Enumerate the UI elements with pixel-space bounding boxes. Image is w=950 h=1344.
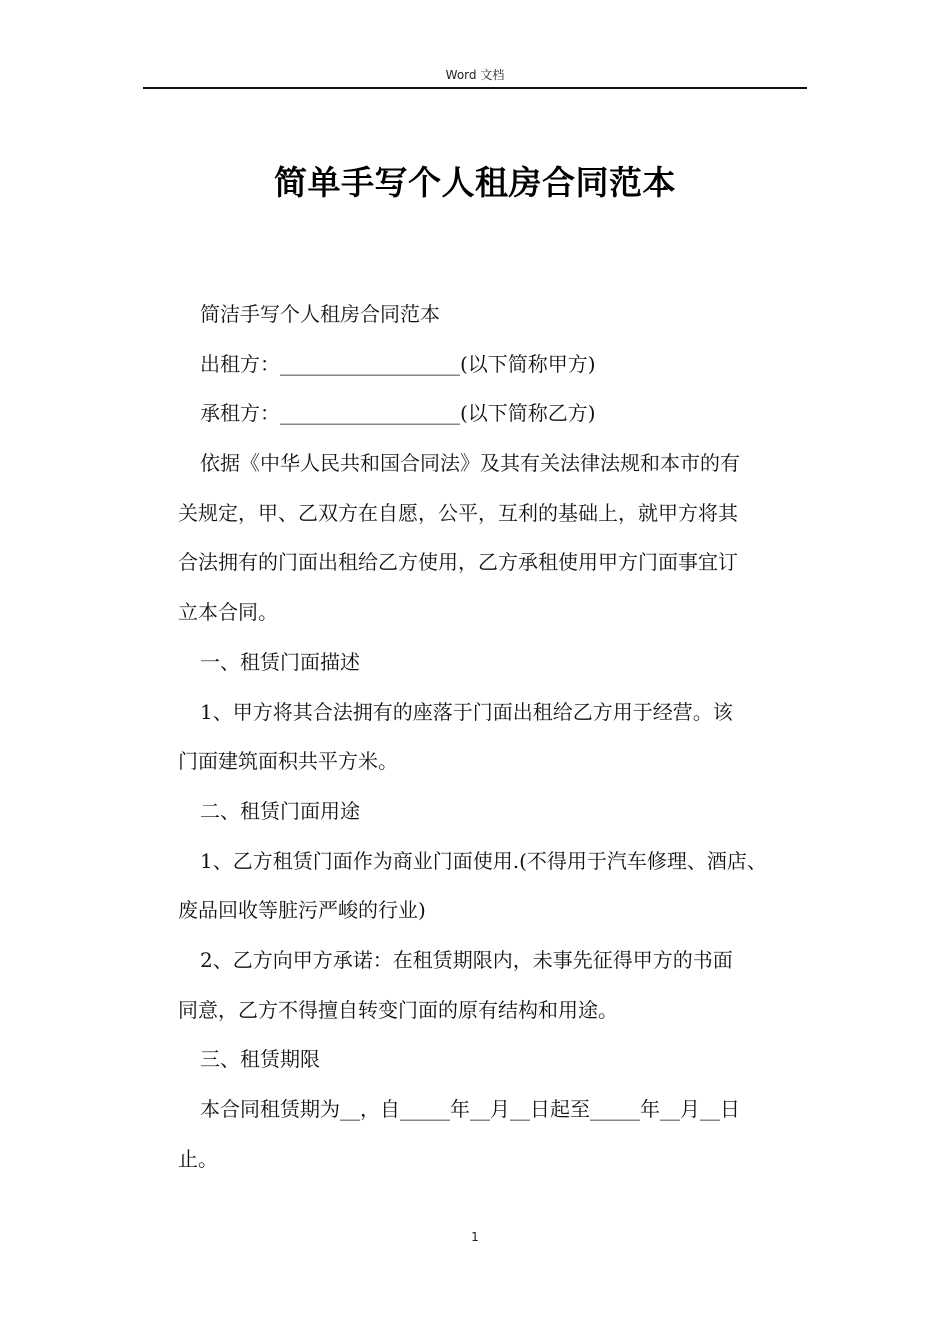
- page-number: 1: [471, 1230, 479, 1244]
- paragraph-line: 关规定，甲、乙双方在自愿，公平，互利的基础上，就甲方将其: [178, 500, 738, 525]
- document-body: [178, 290, 818, 1184]
- header-rule: [143, 87, 807, 89]
- paragraph-line: 同意，乙方不得擅自转变门面的原有结构和用途。: [178, 997, 618, 1022]
- document-title: 简单手写个人租房合同范本: [274, 163, 676, 202]
- section-heading: 三、租赁期限: [200, 1047, 320, 1072]
- paragraph-line: 废品回收等脏污严峻的行业): [178, 898, 426, 923]
- paragraph-line: 1、乙方租赁门面作为商业门面使用.(不得用于汽车修理、酒店、: [200, 848, 767, 873]
- paragraph-line: 本合同租赁期为__，自_____年__月__日起至_____年__月__日: [200, 1097, 740, 1121]
- paragraph-line: 出租方：__________________(以下简称甲方): [200, 351, 596, 376]
- paragraph-line: 立本合同。: [178, 600, 278, 625]
- paragraph-line: 1、甲方将其合法拥有的座落于门面出租给乙方用于经营。该: [200, 699, 733, 724]
- paragraph-line: 合法拥有的门面出租给乙方使用，乙方承租使用甲方门面事宜订: [178, 550, 738, 575]
- paragraph-line: 2、乙方向甲方承诺：在租赁期限内，未事先征得甲方的书面: [200, 947, 733, 972]
- paragraph-line: 承租方：__________________(以下简称乙方): [200, 401, 596, 426]
- paragraph-line: 止。: [178, 1146, 218, 1171]
- section-heading: 二、租赁门面用途: [200, 798, 360, 823]
- paragraph-line: 简洁手写个人租房合同范本: [200, 302, 440, 326]
- paragraph-line: 门面建筑面积共平方米。: [178, 749, 398, 774]
- paragraph-line: 依据《中华人民共和国合同法》及其有关法律法规和本市的有: [200, 451, 740, 476]
- section-heading: 一、租赁门面描述: [200, 649, 360, 674]
- page-header-label: Word 文档: [445, 68, 505, 82]
